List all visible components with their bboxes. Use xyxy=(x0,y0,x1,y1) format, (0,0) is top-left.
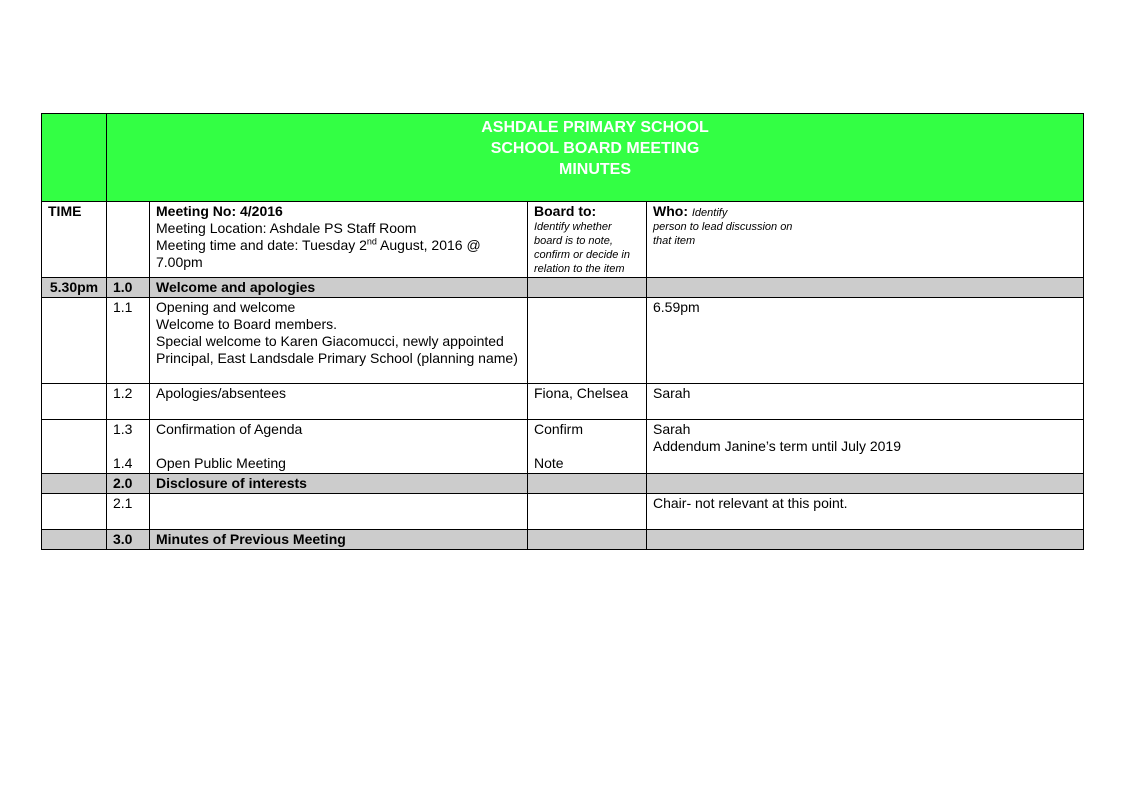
section-row-2 xyxy=(42,474,1084,494)
item-board-cell xyxy=(528,494,647,530)
item-who: Sarah xyxy=(647,384,1084,420)
item-row-1-2 xyxy=(42,384,1084,420)
who-note-1: Identify xyxy=(691,207,728,219)
section-who-cell xyxy=(647,530,1084,550)
section-time: 5.30pm xyxy=(42,278,107,298)
who-label: Who: xyxy=(653,203,688,219)
meeting-type: SCHOOL BOARD MEETING xyxy=(490,140,700,157)
item-time-cell xyxy=(42,384,107,420)
meeting-location: Meeting Location: Ashdale PS Staff Room xyxy=(156,220,417,236)
item-time-cell xyxy=(42,494,107,530)
item-description: Confirmation of Agenda Open Public Meeting xyxy=(150,420,528,474)
item-row-2-1 xyxy=(42,494,1084,530)
school-name: ASHDALE PRIMARY SCHOOL xyxy=(481,119,709,136)
section-board-cell xyxy=(528,278,647,298)
header-title xyxy=(107,114,1084,202)
minutes-table xyxy=(41,113,1084,550)
item-number: 1.1 xyxy=(107,298,150,384)
section-time-cell xyxy=(42,474,107,494)
section-title: Disclosure of interests xyxy=(150,474,528,494)
section-who-cell xyxy=(647,278,1084,298)
time-label: TIME xyxy=(42,202,107,278)
section-who-cell xyxy=(647,474,1084,494)
board-to-label: Board to: xyxy=(534,203,597,219)
item-board-cell xyxy=(528,298,647,384)
meeting-datetime: Meeting time and date: Tuesday 2nd August, 2016 @ xyxy=(156,236,481,253)
meeting-details xyxy=(150,202,528,278)
item-description: Apologies/absentees xyxy=(150,384,528,420)
section-board-cell xyxy=(528,474,647,494)
board-to-header xyxy=(528,202,647,278)
item-who: 6.59pm xyxy=(647,298,1084,384)
section-row-1 xyxy=(42,278,1084,298)
item-row-1-3 xyxy=(42,420,1084,474)
who-note-2: person to lead discussion on xyxy=(653,221,793,233)
item-who: Sarah Addendum Janine’s term until July 2019 xyxy=(647,420,1084,474)
meeting-number: Meeting No: 4/2016 xyxy=(156,203,283,219)
item-board: Confirm Note xyxy=(528,420,647,474)
item-description xyxy=(150,494,528,530)
section-number: 3.0 xyxy=(107,530,150,550)
who-header xyxy=(647,202,1084,278)
item-number: 1.2 xyxy=(107,384,150,420)
header-row xyxy=(42,114,1084,202)
item-number: 2.1 xyxy=(107,494,150,530)
section-title: Welcome and apologies xyxy=(150,278,528,298)
meeting-time: 7.00pm xyxy=(156,254,203,270)
item-time-cell xyxy=(42,298,107,384)
section-number: 2.0 xyxy=(107,474,150,494)
who-note-3: that item xyxy=(653,235,696,247)
board-to-note: Identify whether board is to note, confirm or decide in relation to the item xyxy=(534,221,630,275)
item-numbers: 1.3 1.4 xyxy=(107,420,150,474)
item-time-cell xyxy=(42,420,107,474)
item-row-1-1 xyxy=(42,298,1084,384)
item-who: Chair- not relevant at this point. xyxy=(647,494,1084,530)
section-title: Minutes of Previous Meeting xyxy=(150,530,528,550)
section-number: 1.0 xyxy=(107,278,150,298)
info-num-cell xyxy=(107,202,150,278)
info-row xyxy=(42,202,1084,278)
item-description: Opening and welcome Welcome to Board members. Special welcome to Karen Giacomucci, newly appointed Principal, East Landsdale Primary School (planning name) xyxy=(150,298,528,384)
section-board-cell xyxy=(528,530,647,550)
item-board: Fiona, Chelsea xyxy=(528,384,647,420)
section-time-cell xyxy=(42,530,107,550)
header-blank-cell xyxy=(42,114,107,202)
document-type: MINUTES xyxy=(559,161,631,178)
section-row-3 xyxy=(42,530,1084,550)
